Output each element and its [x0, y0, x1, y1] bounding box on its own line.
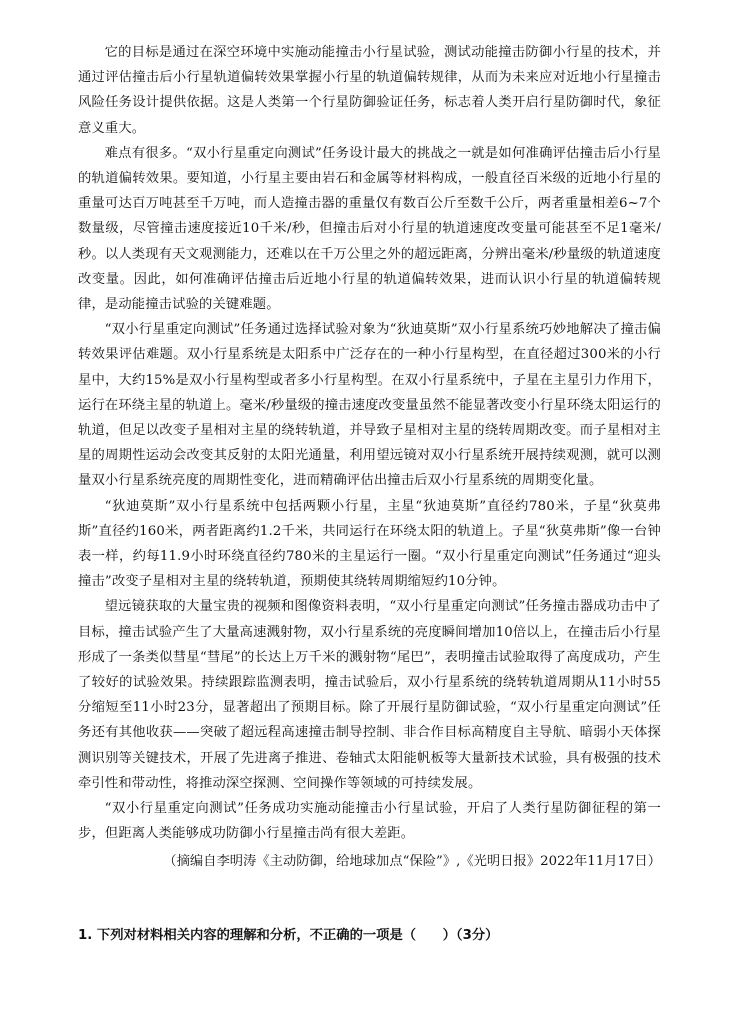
paragraph-3: “双小行星重定向测试”任务通过选择试验对象为“狄迪莫斯”双小行星系统巧妙地解决了撞击偏转效果评估难题。双小行星系统是太阳系中广泛存在的一种小行星构型，在直径超过300米的小行星中，大约15%是双小行星构型或者多小行星构型。在双小行星系统中，子星在主星引力作用下，运行在环绕主星的轨道上。毫米/秒量级的撞击速度改变量虽然不能显著改变小行星环绕太阳运行的轨道，但足以改变子星相对主星的绕转轨道，并导致子星相对主星的绕转周期改变。而子星相对主星的周期性运动会改变其反射的太阳光通量，利用望远镜对双小行星系统开展持续观测，就可以测量双小行星系统亮度的周期性变化，进而精确评估出撞击后双小行星系统的周期变化量。: [78, 322, 661, 489]
paragraph-5: 望远镜获取的大量宝贵的视频和图像资料表明，“双小行星重定向测试”任务撞击器成功击中了目标，撞击试验产生了大量高速溅射物，双小行星系统的亮度瞬间增加10倍以上，在撞击后小行星形成了一条类似彗星“彗尾”的长达上万千米的溅射物“尾巴”，表明撞击试验取得了高度成功，产生了较好的试验效果。持续跟踪监测表明，撞击试验后，双小行星系统的绕转轨道周期从11小时55分缩短至11小时23分，显著超出了预期目标。除了开展行星防御试验，“双小行星重定向测试”任务还有其他收获——突破了超远程高速撞击制导控制、非合作目标高精度自主导航、暗弱小天体探测识别等关键技术，开展了先进离子推进、卷轴式太阳能帆板等大量新技术试验，具有极强的技术牵引性和带动性，将推动深空探测、空间操作等领域的可持续发展。: [78, 599, 661, 791]
question-1: 1. 下列对材料相关内容的理解和分析，不正确的一项是（ ）（3分）: [78, 928, 499, 943]
paragraph-2: 难点有很多。“双小行星重定向测试”任务设计最大的挑战之一就是如何准确评估撞击后小行星的轨道偏转效果。要知道，小行星主要由岩石和金属等材料构成，一般直径百米级的近地小行星的重量可达百万吨甚至千万吨，而人造撞击器的重量仅有数百公斤至数千公斤，两者重量相差6~7个数量级，尽管撞击速度接近10千米/秒，但撞击后对小行星的轨道速度改变量可能甚至不足1毫米/秒。以人类现有天文观测能力，还难以在千万公里之外的超远距离，分辨出毫米/秒量级的轨道速度改变量。因此，如何准确评估撞击后近地小行星的轨道偏转效果，进而认识小行星的轨道偏转规律，是动能撞击试验的关键难题。: [78, 145, 661, 313]
article: [78, 40, 661, 874]
paragraph-1: 它的目标是通过在深空环境中实施动能撞击小行星试验，测试动能撞击防御小行星的技术，并通过评估撞击后小行星轨道偏转效果掌握小行星的轨道偏转规律，从而为未来应对近地小行星撞击风险任务设计提供依据。这是人类第一个行星防御验证任务，标志着人类开启行星防御时代，象征意义重大。: [78, 45, 661, 136]
paragraph-6: “双小行星重定向测试”任务成功实施动能撞击小行星试验，开启了人类行星防御征程的第一步，但距离人类能够成功防御小行星撞击尚有很大差距。: [78, 801, 661, 842]
source-citation: （摘编自李明涛《主动防御，给地球加点“保险”》,《光明日报》2022年11月17日）: [163, 853, 661, 869]
paragraph-4: “狄迪莫斯”双小行星系统中包括两颗小行星，主星“狄迪莫斯”直径约780米，子星“狄莫弗斯”直径约160米，两者距离约1.2千米，共同运行在环绕太阳的轨道上。子星“狄莫弗斯”像一台钟表一样，约每11.9小时环绕直径约780米的主星运行一圈。“双小行星重定向测试”任务通过“迎头撞击”改变子星相对主星的绕转轨道，预期使其绕转周期缩短约10分钟。: [78, 498, 661, 590]
